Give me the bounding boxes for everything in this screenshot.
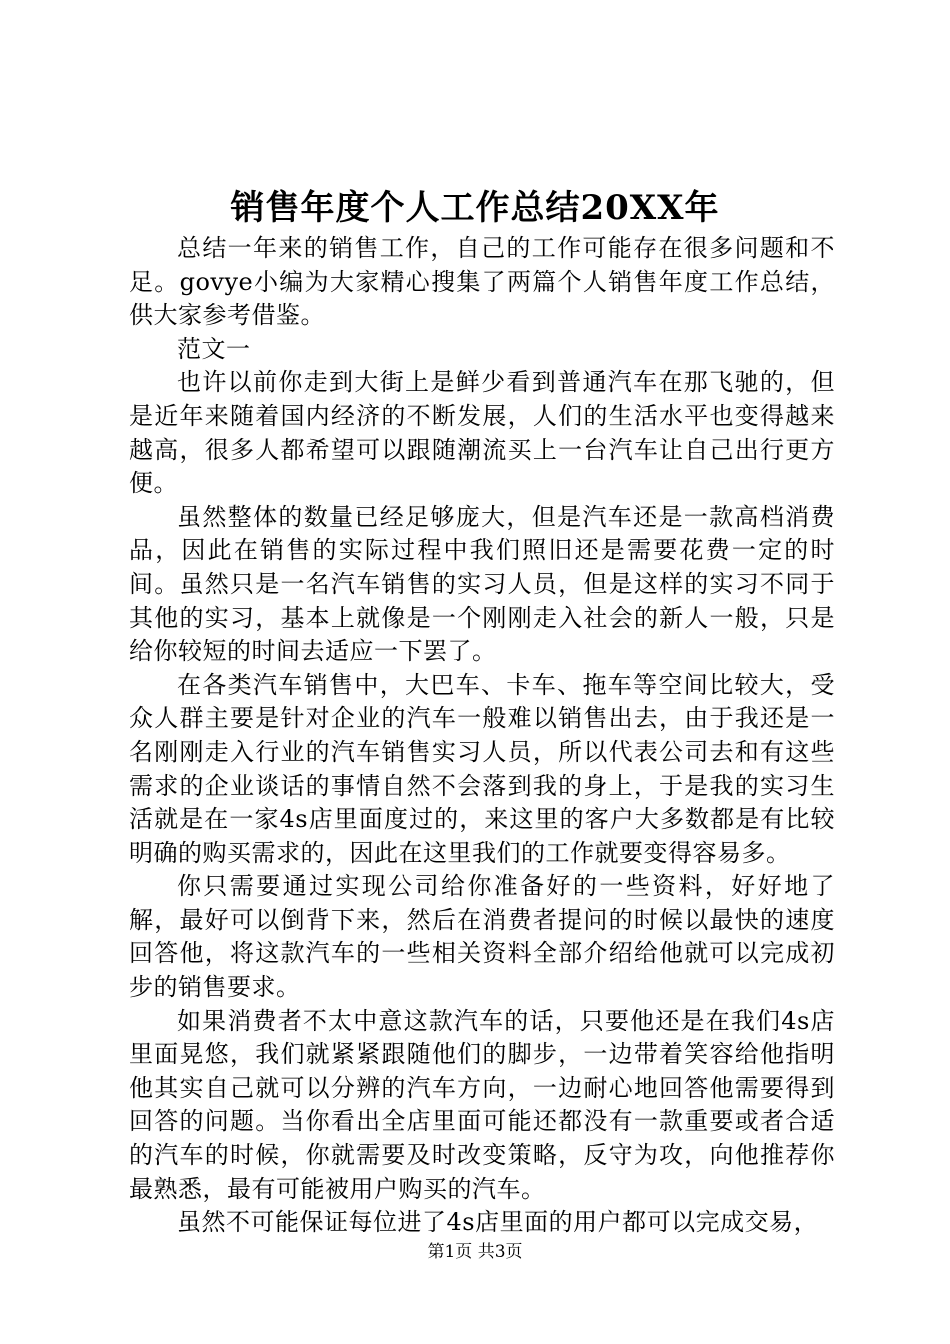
paragraph: 你只需要通过实现公司给你准备好的一些资料，好好地了解，最好可以倒背下来，然后在消费者提问的时候以最快的速度回答他，将这款汽车的一些相关资料全部介绍给他就可以完成初步的销售要求。	[129, 872, 835, 1002]
page-footer: 第1页 共3页	[427, 1242, 523, 1262]
paragraph-intro: 总结一年来的销售工作，自己的工作可能存在很多问题和不足。govye小编为大家精心搜集了两篇个人销售年度工作总结，供大家参考借鉴。	[129, 234, 835, 330]
document-title: 销售年度个人工作总结20XX年	[230, 188, 720, 228]
paragraph: 虽然整体的数量已经足够庞大，但是汽车还是一款高档消费品，因此在销售的实际过程中我们照旧还是需要花费一定的时间。虽然只是一名汽车销售的实习人员，但是这样的实习不同于其他的实习，基本上就像是一个刚刚走入社会的新人一般，只是给你较短的时间去适应一下罢了。	[129, 502, 835, 666]
paragraph: 如果消费者不太中意这款汽车的话，只要他还是在我们4s店里面晃悠，我们就紧紧跟随他们的脚步，一边带着笑容给他指明他其实自己就可以分辨的汽车方向，一边耐心地回答他需要得到回答的问题。当你看出全店里面可能还都没有一款重要或者合适的汽车的时候，你就需要及时改变策略，反守为攻，向他推荐你最熟悉，最有可能被用户购买的汽车。	[129, 1006, 835, 1203]
paragraph-sample-heading: 范文一	[177, 334, 251, 363]
paragraph: 虽然不可能保证每位进了4s店里面的用户都可以完成交易，	[177, 1208, 819, 1237]
document-body	[129, 232, 835, 1240]
paragraph: 在各类汽车销售中，大巴车、卡车、拖车等空间比较大，受众人群主要是针对企业的汽车一般难以销售出去，由于我还是一名刚刚走入行业的汽车销售实习人员，所以代表公司去和有这些需求的企业谈话的事情自然不会落到我的身上，于是我的实习生活就是在一家4s店里面度过的，来这里的客户大多数都是有比较明确的购买需求的，因此在这里我们的工作就要变得容易多。	[129, 670, 835, 867]
paragraph: 也许以前你走到大街上是鲜少看到普通汽车在那飞驰的，但是近年来随着国内经济的不断发展，人们的生活水平也变得越来越高，很多人都希望可以跟随潮流买上一台汽车让自己出行更方便。	[129, 368, 835, 498]
